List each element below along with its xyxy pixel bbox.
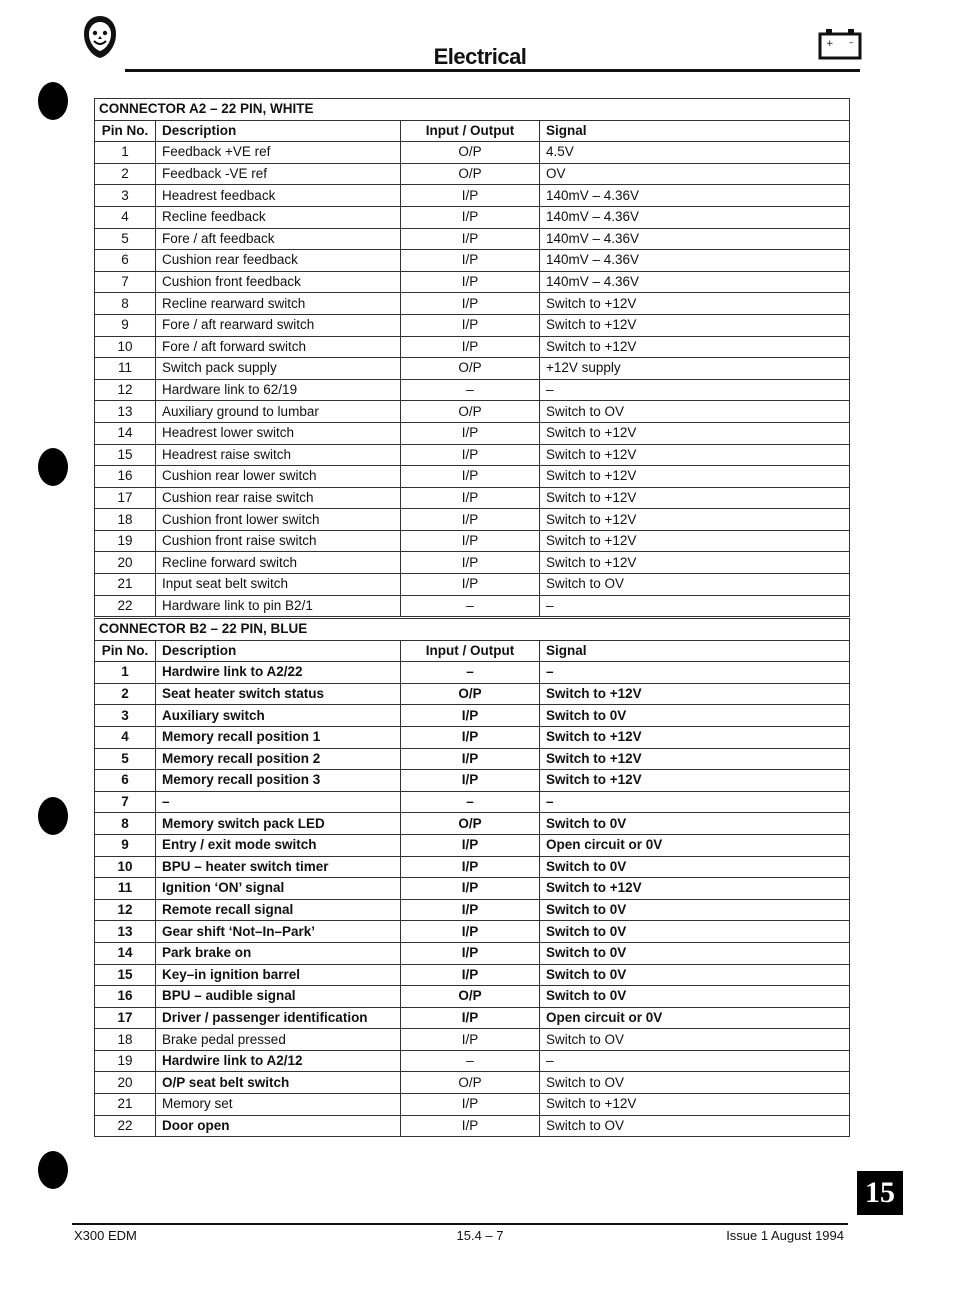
- table-row: [95, 487, 850, 509]
- signal-cell: 140mV – 4.36V: [540, 228, 850, 250]
- description-cell: O/P seat belt switch: [156, 1072, 401, 1094]
- table-row: [95, 250, 850, 272]
- table-row: [95, 1029, 850, 1051]
- description-cell: Memory recall position 3: [156, 770, 401, 792]
- description-cell: Headrest feedback: [156, 185, 401, 207]
- table-row: [95, 683, 850, 705]
- description-cell: Hardwire link to A2/12: [156, 1050, 401, 1072]
- description-cell: Park brake on: [156, 942, 401, 964]
- table-row: [95, 726, 850, 748]
- description-cell: Cushion front raise switch: [156, 530, 401, 552]
- description-cell: Hardware link to pin B2/1: [156, 595, 401, 617]
- pin-cell: 15: [95, 964, 156, 986]
- pin-cell: 4: [95, 726, 156, 748]
- signal-cell: Switch to +12V: [540, 509, 850, 531]
- table-row: [95, 509, 850, 531]
- col-header-io: Input / Output: [401, 640, 540, 662]
- table-row: [95, 401, 850, 423]
- pin-cell: 5: [95, 228, 156, 250]
- io-cell: I/P: [401, 1007, 540, 1029]
- table-row: [95, 293, 850, 315]
- io-cell: –: [401, 379, 540, 401]
- io-cell: O/P: [401, 813, 540, 835]
- table-row: [95, 595, 850, 617]
- table-row: [95, 834, 850, 856]
- io-cell: –: [401, 595, 540, 617]
- io-cell: I/P: [401, 1029, 540, 1051]
- table-row: [95, 444, 850, 466]
- description-cell: Headrest raise switch: [156, 444, 401, 466]
- pin-cell: 21: [95, 574, 156, 596]
- signal-cell: +12V supply: [540, 358, 850, 380]
- description-cell: Memory recall position 2: [156, 748, 401, 770]
- pin-cell: 3: [95, 705, 156, 727]
- table-row: [95, 185, 850, 207]
- table-row: [95, 942, 850, 964]
- io-cell: I/P: [401, 921, 540, 943]
- signal-cell: Switch to +12V: [540, 748, 850, 770]
- section-tab: 15: [857, 1171, 903, 1215]
- table-row: [95, 748, 850, 770]
- signal-cell: Open circuit or 0V: [540, 1007, 850, 1029]
- table-row: [95, 770, 850, 792]
- pin-cell: 20: [95, 552, 156, 574]
- signal-cell: 140mV – 4.36V: [540, 250, 850, 272]
- io-cell: I/P: [401, 487, 540, 509]
- signal-cell: Switch to 0V: [540, 942, 850, 964]
- pin-cell: 14: [95, 942, 156, 964]
- pin-cell: 7: [95, 271, 156, 293]
- io-cell: O/P: [401, 358, 540, 380]
- signal-cell: –: [540, 379, 850, 401]
- table-row: [95, 1115, 850, 1137]
- pin-cell: 18: [95, 1029, 156, 1051]
- signal-cell: Switch to 0V: [540, 964, 850, 986]
- pin-cell: 9: [95, 834, 156, 856]
- table-row: [95, 530, 850, 552]
- io-cell: I/P: [401, 552, 540, 574]
- table-row: [95, 336, 850, 358]
- pin-cell: 1: [95, 662, 156, 684]
- io-cell: I/P: [401, 422, 540, 444]
- description-cell: Hardwire link to A2/22: [156, 662, 401, 684]
- description-cell: Memory switch pack LED: [156, 813, 401, 835]
- table-row: [95, 142, 850, 164]
- pin-cell: 1: [95, 142, 156, 164]
- io-cell: I/P: [401, 726, 540, 748]
- table-row: [95, 662, 850, 684]
- signal-cell: Switch to +12V: [540, 336, 850, 358]
- table-caption-row: [95, 99, 850, 121]
- signal-cell: Switch to +12V: [540, 770, 850, 792]
- description-cell: Recline feedback: [156, 206, 401, 228]
- io-cell: I/P: [401, 185, 540, 207]
- pin-cell: 16: [95, 986, 156, 1008]
- io-cell: I/P: [401, 336, 540, 358]
- table-row: [95, 466, 850, 488]
- col-header-pin: Pin No.: [95, 640, 156, 662]
- table-row: [95, 163, 850, 185]
- signal-cell: OV: [540, 163, 850, 185]
- description-cell: Headrest lower switch: [156, 422, 401, 444]
- pin-cell: 10: [95, 336, 156, 358]
- io-cell: I/P: [401, 509, 540, 531]
- description-cell: Driver / passenger identification: [156, 1007, 401, 1029]
- connector-a2-rows: [95, 142, 850, 617]
- io-cell: I/P: [401, 314, 540, 336]
- connector-a2-table: [94, 98, 850, 617]
- header-rule: [125, 69, 860, 72]
- io-cell: O/P: [401, 1072, 540, 1094]
- table-header-row: [95, 640, 850, 662]
- description-cell: Memory set: [156, 1094, 401, 1116]
- signal-cell: –: [540, 662, 850, 684]
- table-row: [95, 921, 850, 943]
- pin-cell: 21: [95, 1094, 156, 1116]
- pin-cell: 9: [95, 314, 156, 336]
- description-cell: Fore / aft feedback: [156, 228, 401, 250]
- table-row: [95, 206, 850, 228]
- table-row: [95, 271, 850, 293]
- signal-cell: 140mV – 4.36V: [540, 271, 850, 293]
- description-cell: Cushion rear raise switch: [156, 487, 401, 509]
- signal-cell: Switch to +12V: [540, 530, 850, 552]
- pin-cell: 13: [95, 921, 156, 943]
- signal-cell: Switch to +12V: [540, 487, 850, 509]
- signal-cell: Switch to OV: [540, 401, 850, 423]
- svg-text:+: +: [826, 39, 834, 49]
- pin-cell: 11: [95, 358, 156, 380]
- pin-cell: 18: [95, 509, 156, 531]
- io-cell: I/P: [401, 705, 540, 727]
- table-row: [95, 379, 850, 401]
- pin-cell: 11: [95, 878, 156, 900]
- signal-cell: –: [540, 791, 850, 813]
- io-cell: I/P: [401, 748, 540, 770]
- footer-document-code: X300 EDM: [74, 1228, 137, 1243]
- io-cell: I/P: [401, 1115, 540, 1137]
- pin-cell: 8: [95, 293, 156, 315]
- table-row: [95, 986, 850, 1008]
- pin-cell: 22: [95, 1115, 156, 1137]
- io-cell: I/P: [401, 444, 540, 466]
- signal-cell: Switch to +12V: [540, 878, 850, 900]
- pin-cell: 3: [95, 185, 156, 207]
- signal-cell: Switch to 0V: [540, 705, 850, 727]
- signal-cell: Switch to +12V: [540, 314, 850, 336]
- io-cell: I/P: [401, 964, 540, 986]
- io-cell: I/P: [401, 250, 540, 272]
- io-cell: I/P: [401, 878, 540, 900]
- col-header-signal: Signal: [540, 640, 850, 662]
- footer-page-number: 15.4 – 7: [456, 1228, 504, 1243]
- footer-issue-date: Issue 1 August 1994: [726, 1228, 844, 1243]
- pin-cell: 5: [95, 748, 156, 770]
- svg-text:–: –: [849, 38, 854, 48]
- io-cell: I/P: [401, 530, 540, 552]
- pin-cell: 14: [95, 422, 156, 444]
- connector-b2-table: [94, 618, 850, 1137]
- io-cell: I/P: [401, 942, 540, 964]
- io-cell: –: [401, 662, 540, 684]
- table-row: [95, 1094, 850, 1116]
- description-cell: Entry / exit mode switch: [156, 834, 401, 856]
- col-header-description: Description: [156, 120, 401, 142]
- pin-cell: 10: [95, 856, 156, 878]
- pin-cell: 19: [95, 530, 156, 552]
- pin-cell: 12: [95, 899, 156, 921]
- signal-cell: 140mV – 4.36V: [540, 185, 850, 207]
- connector-b2-rows: [95, 662, 850, 1137]
- signal-cell: Switch to +12V: [540, 422, 850, 444]
- table-row: [95, 705, 850, 727]
- punch-hole: [38, 448, 68, 486]
- pin-cell: 6: [95, 770, 156, 792]
- table-row: [95, 878, 850, 900]
- col-header-io: Input / Output: [401, 120, 540, 142]
- signal-cell: Switch to +12V: [540, 726, 850, 748]
- description-cell: Door open: [156, 1115, 401, 1137]
- description-cell: Input seat belt switch: [156, 574, 401, 596]
- signal-cell: Switch to +12V: [540, 683, 850, 705]
- punch-hole: [38, 82, 68, 120]
- table-row: [95, 1007, 850, 1029]
- signal-cell: Switch to 0V: [540, 986, 850, 1008]
- description-cell: Seat heater switch status: [156, 683, 401, 705]
- io-cell: –: [401, 1050, 540, 1072]
- description-cell: Recline rearward switch: [156, 293, 401, 315]
- description-cell: Cushion rear lower switch: [156, 466, 401, 488]
- pin-cell: 15: [95, 444, 156, 466]
- description-cell: Hardware link to 62/19: [156, 379, 401, 401]
- table-row: [95, 422, 850, 444]
- description-cell: BPU – heater switch timer: [156, 856, 401, 878]
- signal-cell: 4.5V: [540, 142, 850, 164]
- table-row: [95, 1072, 850, 1094]
- pin-cell: 13: [95, 401, 156, 423]
- io-cell: I/P: [401, 574, 540, 596]
- io-cell: O/P: [401, 986, 540, 1008]
- pin-cell: 12: [95, 379, 156, 401]
- connector-a2-caption: CONNECTOR A2 – 22 PIN, WHITE: [95, 99, 850, 121]
- signal-cell: Switch to +12V: [540, 444, 850, 466]
- description-cell: Cushion rear feedback: [156, 250, 401, 272]
- table-row: [95, 552, 850, 574]
- punch-hole: [38, 797, 68, 835]
- description-cell: Switch pack supply: [156, 358, 401, 380]
- io-cell: I/P: [401, 466, 540, 488]
- description-cell: Key–in ignition barrel: [156, 964, 401, 986]
- pin-cell: 8: [95, 813, 156, 835]
- table-row: [95, 314, 850, 336]
- description-cell: Cushion front lower switch: [156, 509, 401, 531]
- io-cell: –: [401, 791, 540, 813]
- connector-b2-caption: CONNECTOR B2 – 22 PIN, BLUE: [95, 619, 850, 641]
- signal-cell: Switch to 0V: [540, 813, 850, 835]
- description-cell: Gear shift ‘Not–In–Park’: [156, 921, 401, 943]
- description-cell: Auxiliary ground to lumbar: [156, 401, 401, 423]
- table-row: [95, 1050, 850, 1072]
- description-cell: Recline forward switch: [156, 552, 401, 574]
- table-row: [95, 358, 850, 380]
- io-cell: O/P: [401, 683, 540, 705]
- punch-hole: [38, 1151, 68, 1189]
- battery-icon: [818, 26, 862, 60]
- col-header-pin: Pin No.: [95, 120, 156, 142]
- table-row: [95, 574, 850, 596]
- signal-cell: Switch to +12V: [540, 552, 850, 574]
- description-cell: Fore / aft forward switch: [156, 336, 401, 358]
- pin-cell: 19: [95, 1050, 156, 1072]
- description-cell: Feedback +VE ref: [156, 142, 401, 164]
- pin-cell: 4: [95, 206, 156, 228]
- signal-cell: Switch to 0V: [540, 921, 850, 943]
- description-cell: –: [156, 791, 401, 813]
- pin-cell: 17: [95, 1007, 156, 1029]
- signal-cell: –: [540, 595, 850, 617]
- page-title: Electrical: [433, 44, 527, 69]
- description-cell: Feedback -VE ref: [156, 163, 401, 185]
- description-cell: Remote recall signal: [156, 899, 401, 921]
- signal-cell: Switch to +12V: [540, 466, 850, 488]
- pin-cell: 16: [95, 466, 156, 488]
- table-row: [95, 813, 850, 835]
- io-cell: I/P: [401, 770, 540, 792]
- io-cell: I/P: [401, 206, 540, 228]
- io-cell: I/P: [401, 293, 540, 315]
- signal-cell: Switch to OV: [540, 1029, 850, 1051]
- description-cell: Cushion front feedback: [156, 271, 401, 293]
- pin-cell: 20: [95, 1072, 156, 1094]
- pin-cell: 2: [95, 163, 156, 185]
- signal-cell: Switch to +12V: [540, 1094, 850, 1116]
- pin-cell: 7: [95, 791, 156, 813]
- signal-cell: 140mV – 4.36V: [540, 206, 850, 228]
- io-cell: O/P: [401, 163, 540, 185]
- footer-rule: [72, 1223, 848, 1225]
- signal-cell: Switch to 0V: [540, 899, 850, 921]
- table-row: [95, 899, 850, 921]
- col-header-description: Description: [156, 640, 401, 662]
- io-cell: I/P: [401, 899, 540, 921]
- pin-cell: 17: [95, 487, 156, 509]
- io-cell: I/P: [401, 1094, 540, 1116]
- io-cell: I/P: [401, 834, 540, 856]
- io-cell: I/P: [401, 856, 540, 878]
- col-header-signal: Signal: [540, 120, 850, 142]
- io-cell: O/P: [401, 142, 540, 164]
- description-cell: Memory recall position 1: [156, 726, 401, 748]
- description-cell: Auxiliary switch: [156, 705, 401, 727]
- description-cell: Ignition ‘ON’ signal: [156, 878, 401, 900]
- table-row: [95, 228, 850, 250]
- signal-cell: Switch to OV: [540, 1072, 850, 1094]
- io-cell: I/P: [401, 228, 540, 250]
- table-row: [95, 856, 850, 878]
- io-cell: I/P: [401, 271, 540, 293]
- table-caption-row: [95, 619, 850, 641]
- table-header-row: [95, 120, 850, 142]
- signal-cell: Switch to +12V: [540, 293, 850, 315]
- pin-cell: 22: [95, 595, 156, 617]
- pin-cell: 6: [95, 250, 156, 272]
- table-row: [95, 964, 850, 986]
- signal-cell: Switch to 0V: [540, 856, 850, 878]
- description-cell: Fore / aft rearward switch: [156, 314, 401, 336]
- signal-cell: Switch to OV: [540, 574, 850, 596]
- pin-cell: 2: [95, 683, 156, 705]
- signal-cell: Switch to OV: [540, 1115, 850, 1137]
- description-cell: Brake pedal pressed: [156, 1029, 401, 1051]
- description-cell: BPU – audible signal: [156, 986, 401, 1008]
- signal-cell: –: [540, 1050, 850, 1072]
- io-cell: O/P: [401, 401, 540, 423]
- table-row: [95, 791, 850, 813]
- signal-cell: Open circuit or 0V: [540, 834, 850, 856]
